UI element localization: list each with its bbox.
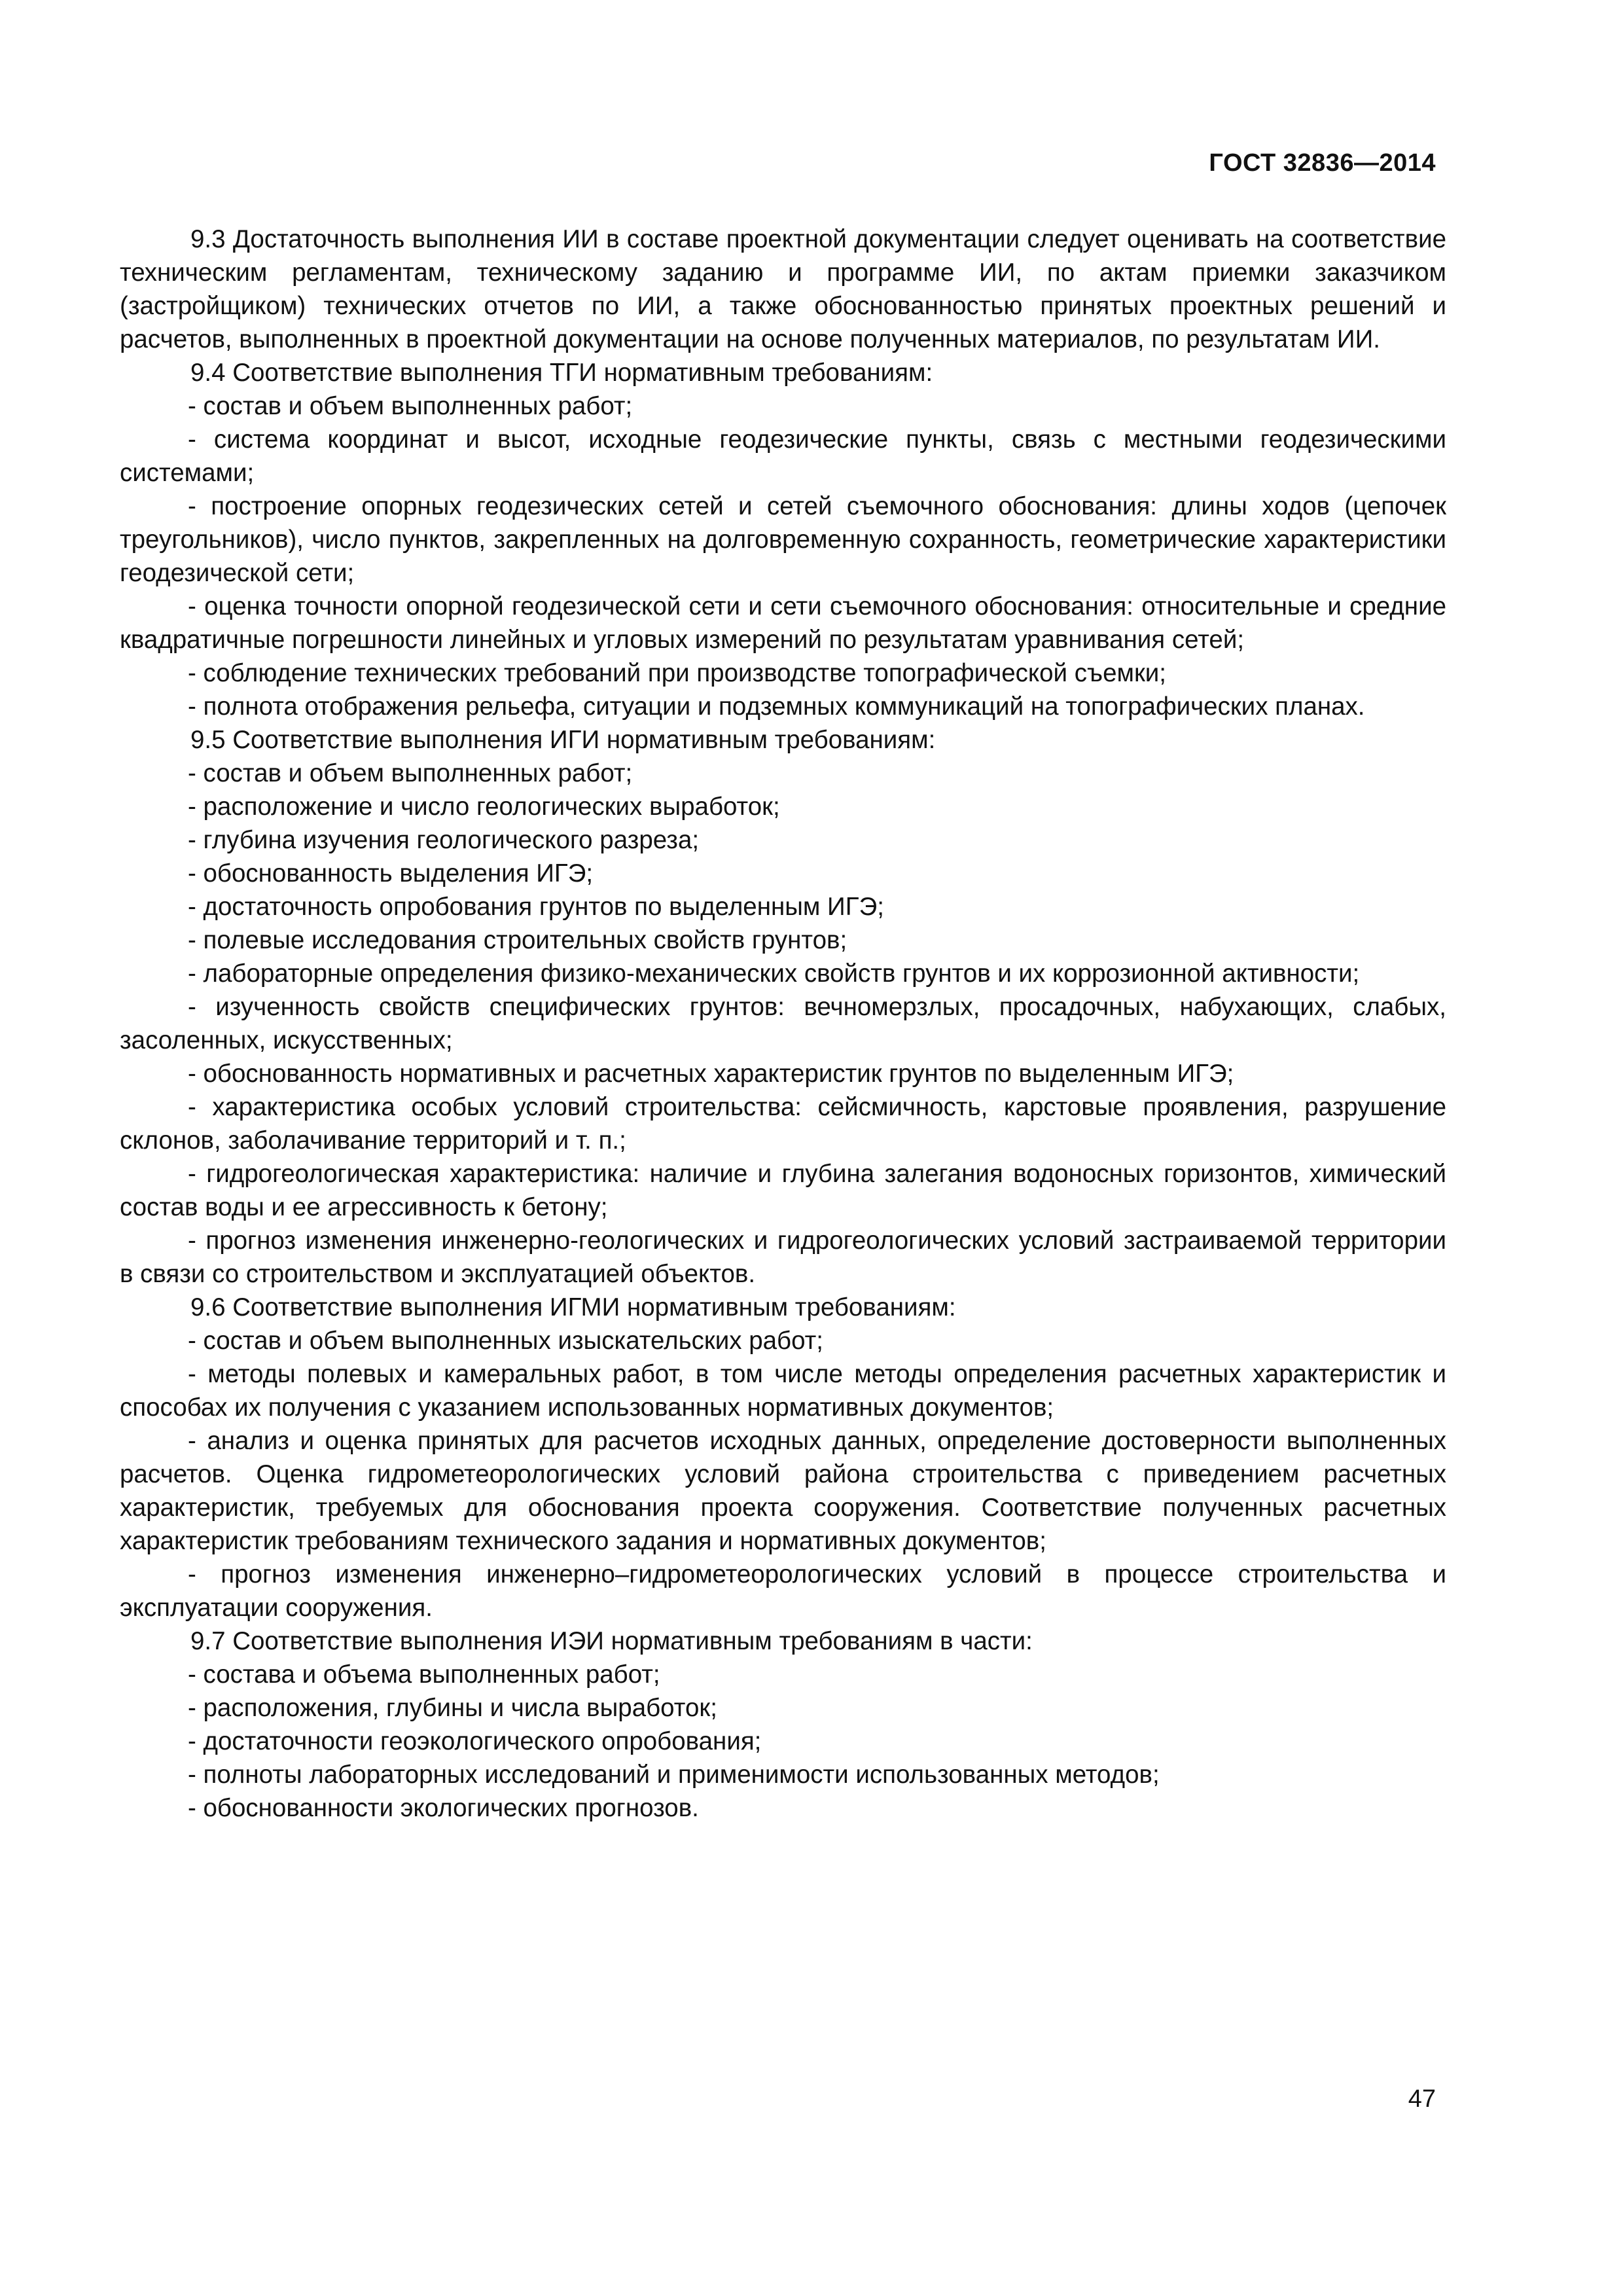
list-item: - прогноз изменения инженерно-геологических и гидрогеологических условий застраиваемой территории в связи со строительством и эксплуатацией объектов.: [120, 1227, 1446, 1288]
list-item: - глубина изучения геологического разреза;: [188, 826, 700, 854]
paragraph-9-3: 9.3 Достаточность выполнения ИИ в составе проектной документации следует оценивать на соответствие техническим регламентам, техническому заданию и программе ИИ, по актам приемки заказчиком (застройщиком) технических отчетов по ИИ, а также обоснованностью принятых проектных решений и расчетов, выполненных в проектной документации на основе полученных материалов, по результатам ИИ.: [120, 225, 1446, 353]
paragraph-9-6: 9.6 Соответствие выполнения ИГМИ нормативным требованиям:: [190, 1293, 956, 1321]
list-item: - обоснованности экологических прогнозов.: [188, 1794, 699, 1822]
list-item: - прогноз изменения инженерно–гидрометеорологических условий в процессе строительства и эксплуатации сооружения.: [120, 1560, 1446, 1622]
list-item: - система координат и высот, исходные геодезические пункты, связь с местными геодезическими системами;: [120, 425, 1446, 487]
list-item: - состав и объем выполненных работ;: [188, 392, 633, 420]
list-item: - состава и объема выполненных работ;: [188, 1660, 660, 1689]
list-item: - расположение и число геологических выработок;: [188, 793, 780, 821]
paragraph-9-4: 9.4 Соответствие выполнения ТГИ нормативным требованиям:: [190, 359, 933, 387]
paragraph-9-7: 9.7 Соответствие выполнения ИЭИ нормативным требованиям в части:: [190, 1627, 1033, 1655]
list-item: - достаточности геоэкологического опробования;: [188, 1727, 762, 1755]
list-item: - состав и объем выполненных работ;: [188, 759, 633, 787]
standard-code-header: ГОСТ 32836—2014: [1209, 149, 1436, 177]
list-item: - состав и объем выполненных изыскательских работ;: [188, 1327, 823, 1355]
list-item: - обоснованность нормативных и расчетных характеристик грунтов по выделенным ИГЭ;: [188, 1060, 1234, 1088]
list-item: - полнота отображения рельефа, ситуации и подземных коммуникаций на топографических планах.: [188, 692, 1365, 721]
list-item: - гидрогеологическая характеристика: наличие и глубина залегания водоносных горизонтов, химический состав воды и ее агрессивность к бетону;: [120, 1160, 1446, 1221]
list-item: - анализ и оценка принятых для расчетов исходных данных, определение достоверности выполненных расчетов. Оценка гидрометеорологических условий района строительства с приведением расчетных характеристик, требуемых для обоснования проекта сооружения. Соответствие полученных расчетных характеристик требованиям технического задания и нормативных документов;: [120, 1427, 1446, 1555]
document-body: [120, 223, 1446, 1825]
page-number: 47: [1408, 2085, 1436, 2113]
list-item: - характеристика особых условий строительства: сейсмичность, карстовые проявления, разрушение склонов, заболачивание территорий и т. п.;: [120, 1093, 1446, 1155]
list-item: - построение опорных геодезических сетей и сетей съемочного обоснования: длины ходов (цепочек треугольников), число пунктов, закрепленных на долговременную сохранность, геометрические характеристики геодезической сети;: [120, 492, 1446, 587]
list-item: - лабораторные определения физико-механических свойств грунтов и их коррозионной активности;: [188, 960, 1360, 988]
list-item: - обоснованность выделения ИГЭ;: [188, 859, 594, 888]
list-item: - изученность свойств специфических грунтов: вечномерзлых, просадочных, набухающих, слабых, засоленных, искусственных;: [120, 993, 1446, 1054]
list-item: - расположения, глубины и числа выработок;: [188, 1694, 717, 1722]
list-item: - достаточность опробования грунтов по выделенным ИГЭ;: [188, 893, 884, 921]
list-item: - полноты лабораторных исследований и применимости использованных методов;: [188, 1761, 1160, 1789]
list-item: - методы полевых и камеральных работ, в том числе методы определения расчетных характеристик и способах их получения с указанием использованных нормативных документов;: [120, 1360, 1446, 1422]
list-item: - соблюдение технических требований при производстве топографической съемки;: [188, 659, 1166, 687]
paragraph-9-5: 9.5 Соответствие выполнения ИГИ нормативным требованиям:: [190, 726, 936, 754]
list-item: - оценка точности опорной геодезической сети и сети съемочного обоснования: относительные и средние квадратичные погрешности линейных и угловых измерений по результатам уравнивания сетей;: [120, 592, 1446, 654]
list-item: - полевые исследования строительных свойств грунтов;: [188, 926, 847, 954]
